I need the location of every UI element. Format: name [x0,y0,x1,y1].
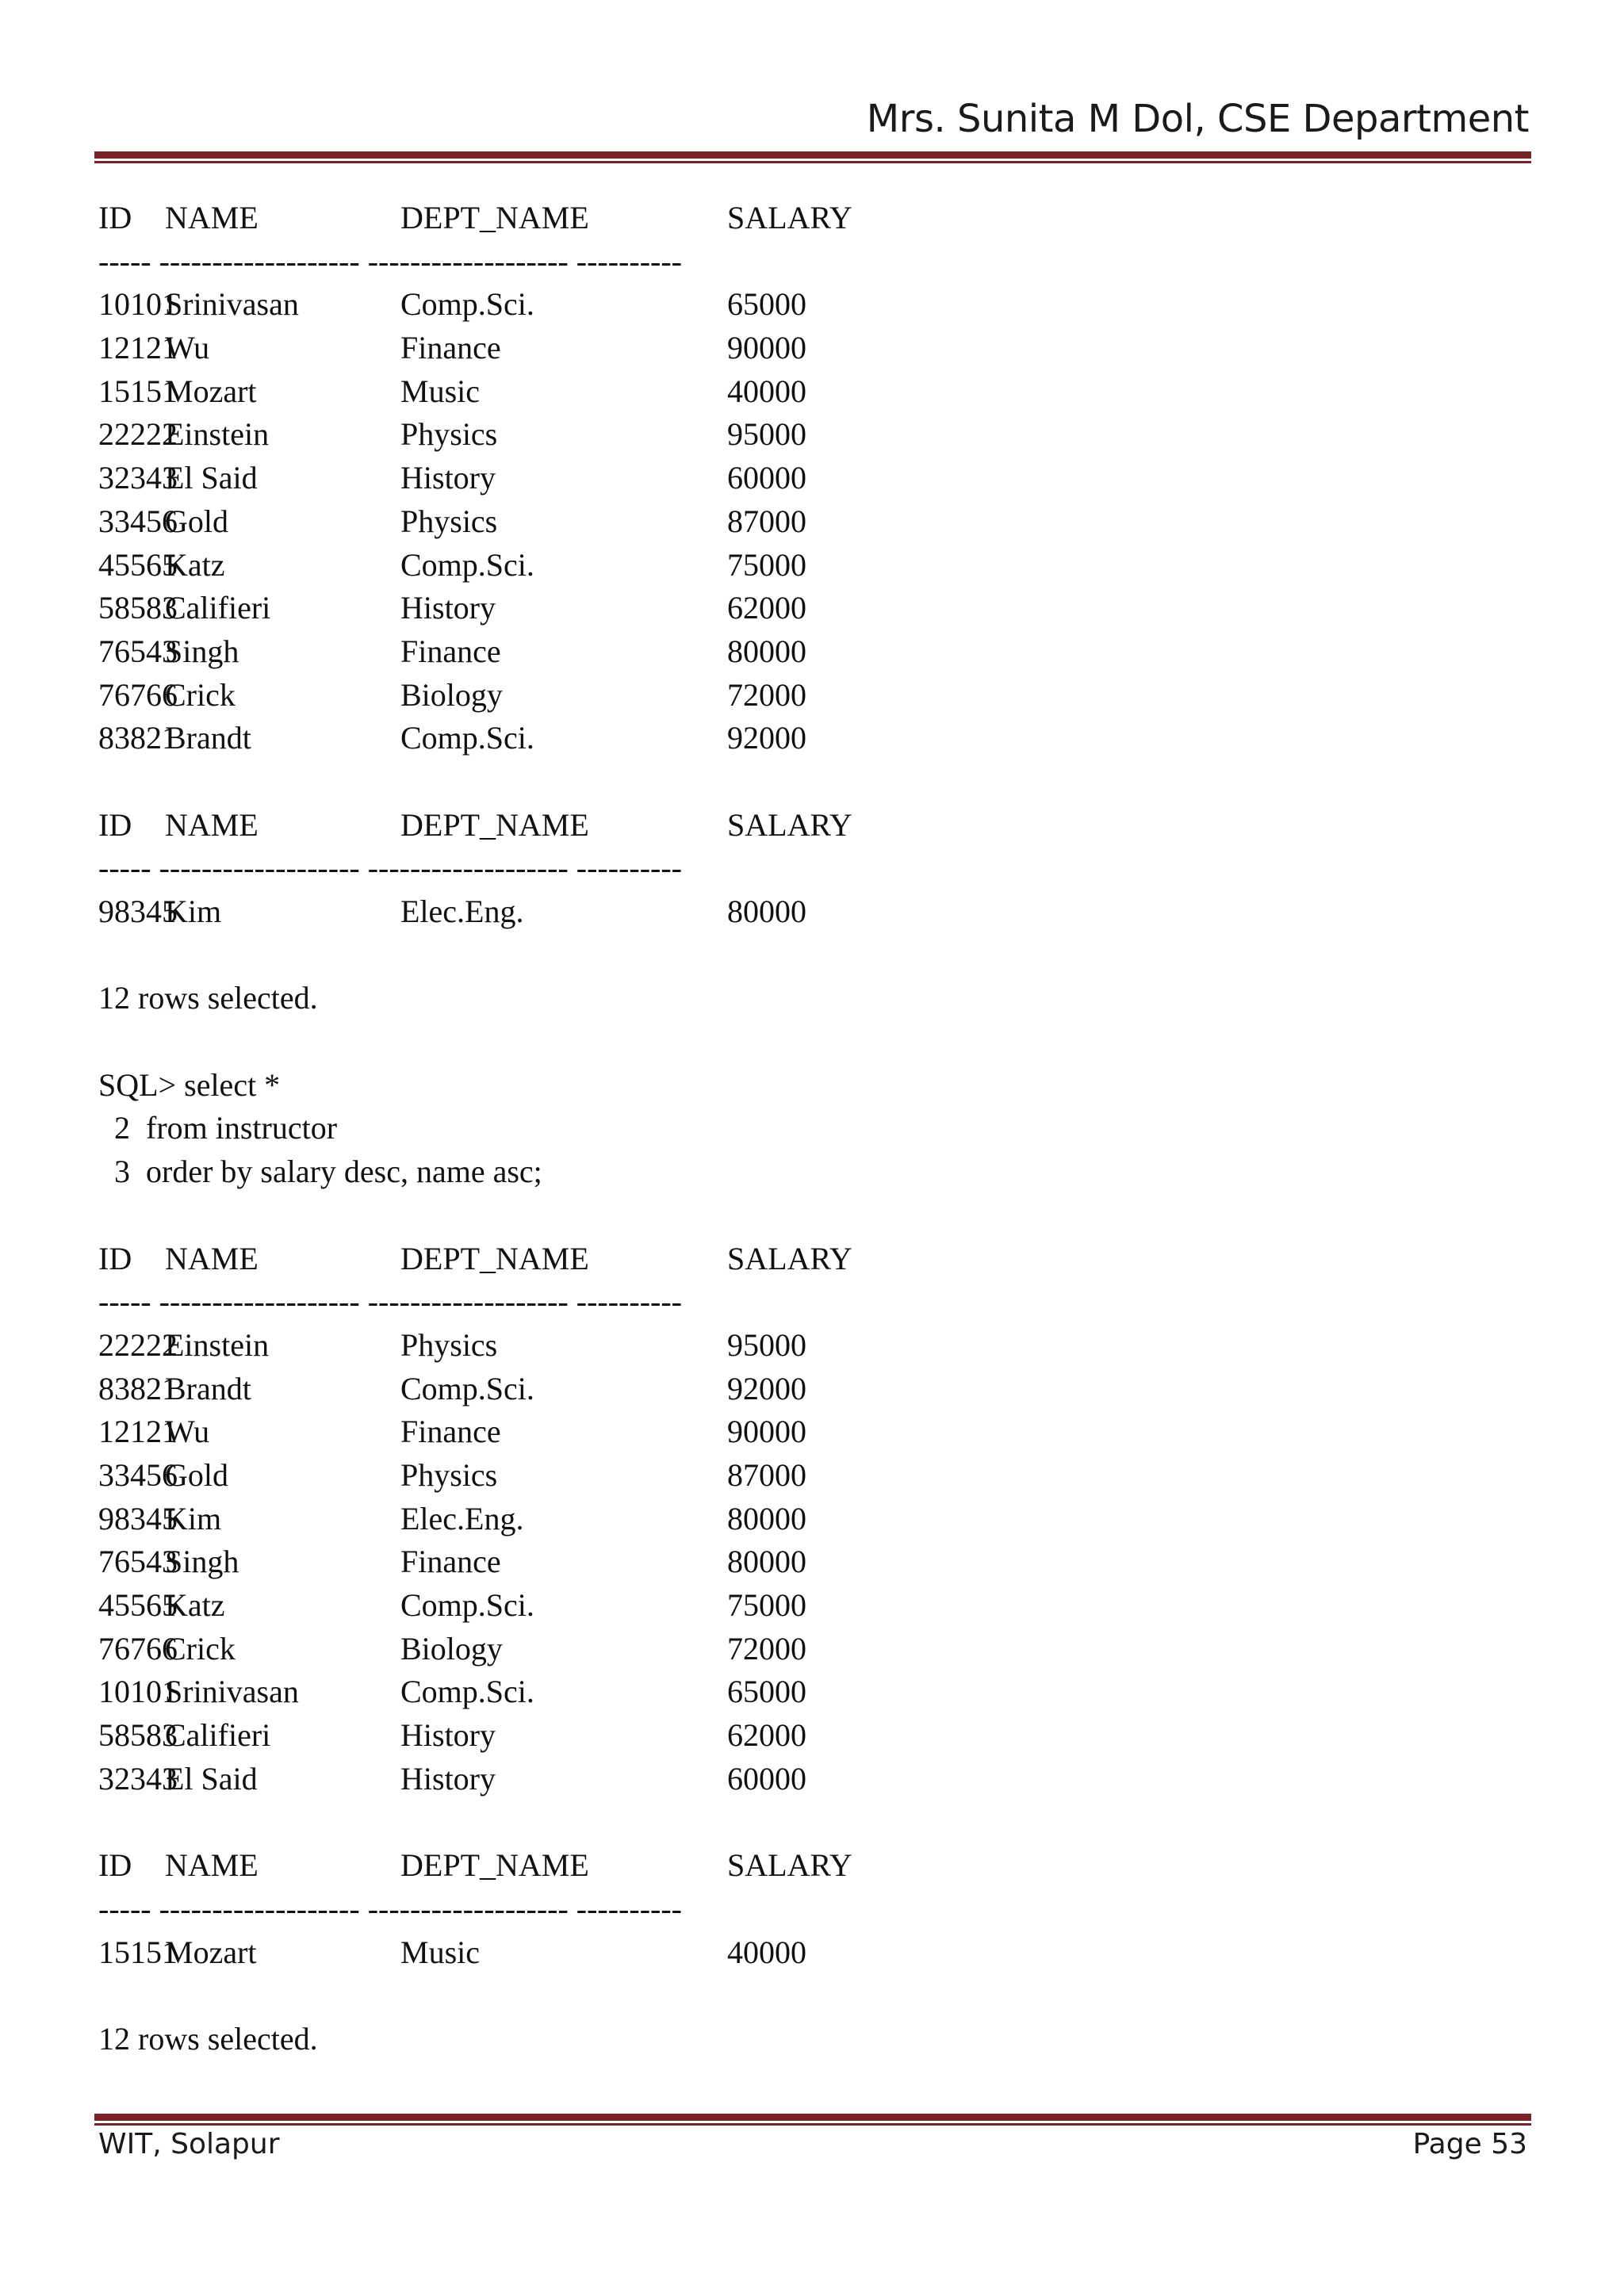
column-header-row [98,1238,1486,1281]
table-row [98,327,1486,370]
cell-name: Mozart [165,373,257,409]
cell-salary: 40000 [727,1934,806,1970]
cell-salary: 40000 [727,373,806,409]
table-row [98,500,1486,544]
cell-id: 15151 [98,373,178,409]
cell-id: 76543 [98,633,178,669]
table-row [98,1628,1486,1671]
cell-id: 98345 [98,894,178,929]
cell-id: 10101 [98,1674,178,1710]
cell-salary: 90000 [727,330,806,366]
cell-id: 83821 [98,1370,178,1406]
cell-id: 15151 [98,1934,178,1970]
separator-line: ----- ------------------- ------------------- ---------- [98,850,682,886]
footer-rule [94,2114,1531,2126]
result-rows [98,283,1486,760]
cell-name: Kim [165,894,222,929]
cell-dept: Physics [400,416,498,453]
header-rule [94,151,1531,163]
cell-id: 12121 [98,1414,178,1450]
cell-dept: History [400,590,496,626]
result-rows [98,890,1486,934]
cell-salary: 80000 [727,894,806,929]
cell-salary: 60000 [727,460,806,496]
col-dept: DEPT_NAME [400,200,589,235]
cell-dept: Comp.Sci. [400,286,534,323]
cell-dept: Biology [400,1630,503,1667]
cell-salary: 80000 [727,633,806,669]
cell-name: Wu [165,1414,210,1450]
cell-salary: 62000 [727,1717,806,1754]
table-row [98,413,1486,457]
cell-salary: 90000 [727,1414,806,1450]
table-row [98,1454,1486,1498]
cell-dept: Physics [400,1326,498,1363]
cell-id: 45565 [98,546,178,583]
table-row [98,1368,1486,1411]
cell-id: 12121 [98,330,178,366]
sql-line: 3 order by salary desc, name asc; [98,1154,542,1190]
cell-dept: Finance [400,1544,501,1580]
table-row [98,1670,1486,1714]
cell-id: 58583 [98,1717,178,1754]
cell-salary: 75000 [727,546,806,583]
result-rows [98,1931,1486,1975]
cell-name: Singh [165,633,239,669]
col-name: NAME [165,806,259,843]
table-row [98,370,1486,414]
cell-id: 33456 [98,503,178,539]
page-number: Page 53 [1412,2128,1527,2160]
cell-name: Srinivasan [165,286,299,323]
cell-name: Brandt [165,1370,251,1406]
result-rows [98,1324,1486,1801]
table-row [98,457,1486,500]
column-header-row [98,1844,1486,1888]
cell-id: 22222 [98,1326,178,1363]
col-dept: DEPT_NAME [400,1847,589,1884]
cell-name: Gold [165,503,228,539]
cell-name: Mozart [165,1934,257,1970]
table-row [98,1410,1486,1454]
col-salary: SALARY [727,1240,852,1276]
cell-name: Singh [165,1544,239,1580]
cell-name: El Said [165,1760,258,1797]
cell-name: Crick [165,1630,236,1667]
sql-line: SQL> select * [98,1066,281,1103]
cell-dept: Physics [400,503,498,539]
cell-dept: Elec.Eng. [400,894,524,929]
col-salary: SALARY [727,1847,852,1884]
table-row [98,1758,1486,1801]
cell-dept: History [400,1717,496,1754]
cell-salary: 65000 [727,286,806,323]
table-row [98,630,1486,674]
cell-dept: Physics [400,1456,498,1493]
cell-salary: 75000 [727,1587,806,1623]
cell-dept: Comp.Sci. [400,1587,534,1623]
cell-name: Gold [165,1456,228,1493]
cell-name: Wu [165,330,210,366]
cell-id: 76766 [98,676,178,713]
table-row [98,717,1486,760]
header-title: Mrs. Sunita M Dol, CSE Department [866,97,1529,141]
cell-salary: 72000 [727,1630,806,1667]
cell-dept: Comp.Sci. [400,720,534,756]
table-row [98,1931,1486,1975]
table-row [98,1324,1486,1368]
col-id: ID [98,806,132,843]
col-name: NAME [165,1847,259,1884]
table-row [98,1498,1486,1541]
cell-name: Crick [165,676,236,713]
col-id: ID [98,1847,132,1884]
table-row [98,1714,1486,1758]
cell-id: 58583 [98,590,178,626]
cell-dept: Music [400,373,480,409]
sql-line: 2 from instructor [98,1110,338,1146]
col-id: ID [98,200,132,235]
cell-salary: 87000 [727,503,806,539]
cell-salary: 65000 [727,1674,806,1710]
cell-salary: 72000 [727,676,806,713]
footer-left: WIT, Solapur [98,2128,280,2160]
separator-line: ----- ------------------- ------------------- ---------- [98,1284,682,1320]
cell-salary: 95000 [727,416,806,453]
cell-dept: Finance [400,330,501,366]
cell-name: Einstein [165,416,270,453]
table-row [98,1540,1486,1584]
cell-dept: Finance [400,1414,501,1450]
sql-output [98,197,1486,2061]
cell-name: Califieri [165,590,271,626]
cell-dept: Comp.Sci. [400,546,534,583]
cell-id: 76543 [98,1544,178,1580]
cell-dept: Biology [400,676,503,713]
cell-name: El Said [165,460,258,496]
cell-salary: 92000 [727,1370,806,1406]
col-name: NAME [165,200,259,235]
column-header-row [98,804,1486,848]
cell-id: 76766 [98,1630,178,1667]
cell-name: Califieri [165,1717,271,1754]
separator-line: ----- ------------------- ------------------- ---------- [98,243,682,279]
cell-id: 33456 [98,1456,178,1493]
col-salary: SALARY [727,200,852,235]
cell-dept: History [400,460,496,496]
column-header-row [98,197,1486,240]
cell-dept: History [400,1760,496,1797]
cell-id: 10101 [98,286,178,323]
cell-dept: Music [400,1934,480,1970]
cell-name: Srinivasan [165,1674,299,1710]
cell-id: 98345 [98,1500,178,1536]
cell-dept: Elec.Eng. [400,1500,524,1536]
cell-dept: Comp.Sci. [400,1674,534,1710]
table-row [98,890,1486,934]
cell-salary: 80000 [727,1544,806,1580]
cell-name: Kim [165,1500,222,1536]
separator-line: ----- ------------------- ------------------- ---------- [98,1890,682,1927]
table-row [98,544,1486,587]
col-name: NAME [165,1240,259,1276]
table-row [98,587,1486,630]
cell-name: Katz [165,1587,225,1623]
rows-selected: 12 rows selected. [98,980,318,1016]
col-dept: DEPT_NAME [400,1240,589,1276]
cell-dept: Finance [400,633,501,669]
cell-id: 32343 [98,1760,178,1797]
cell-salary: 92000 [727,720,806,756]
cell-id: 32343 [98,460,178,496]
cell-name: Brandt [165,720,251,756]
col-salary: SALARY [727,806,852,843]
cell-name: Einstein [165,1326,270,1363]
cell-salary: 62000 [727,590,806,626]
cell-id: 22222 [98,416,178,453]
col-dept: DEPT_NAME [400,806,589,843]
table-row [98,674,1486,718]
table-row [98,283,1486,327]
cell-id: 83821 [98,720,178,756]
cell-name: Katz [165,546,225,583]
col-id: ID [98,1240,132,1276]
cell-salary: 60000 [727,1760,806,1797]
table-row [98,1584,1486,1628]
rows-selected: 12 rows selected. [98,2020,318,2057]
cell-salary: 87000 [727,1456,806,1493]
cell-id: 45565 [98,1587,178,1623]
cell-dept: Comp.Sci. [400,1370,534,1406]
cell-salary: 80000 [727,1500,806,1536]
cell-salary: 95000 [727,1326,806,1363]
